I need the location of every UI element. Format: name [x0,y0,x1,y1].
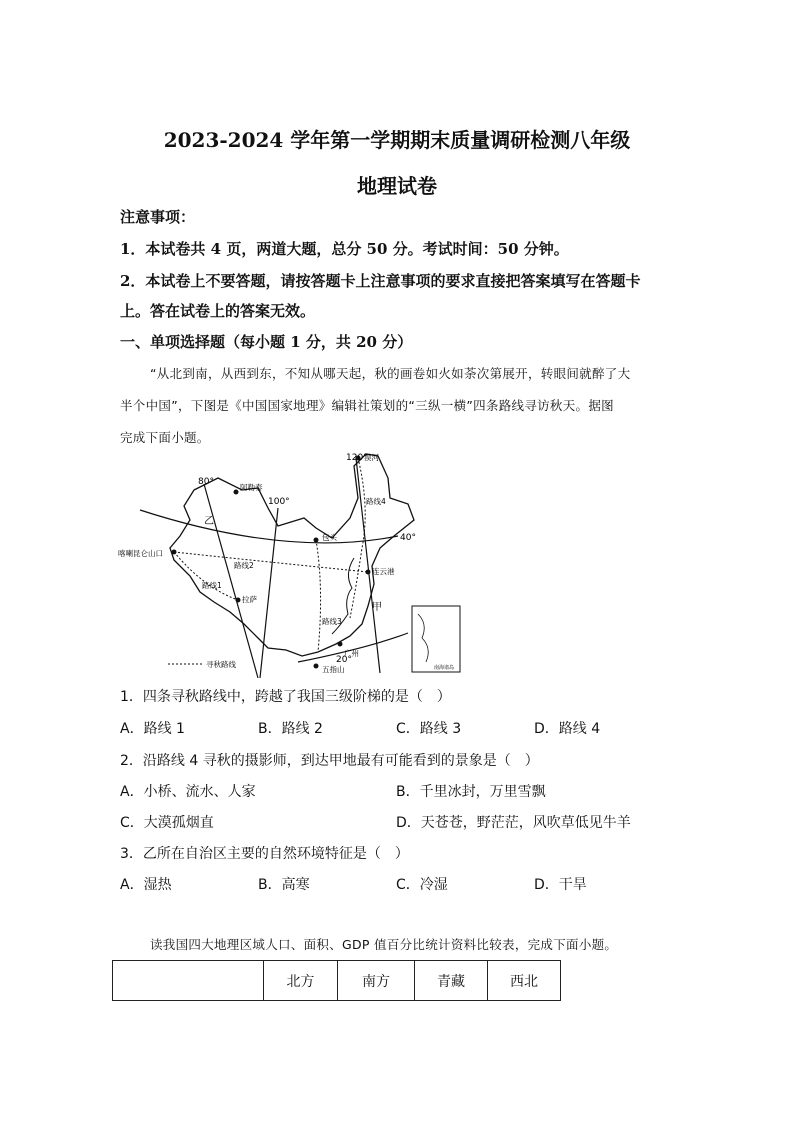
lon120-label: 120° [346,453,368,463]
guangzhou-point [338,642,343,647]
q2-option-b[interactable]: B．千里冰封，万里雪飘 [396,784,546,800]
notice-item-1: 1．本试卷共 4 页，两道大题，总分 50 分。考试时间：50 分钟。 [120,240,569,258]
baotou-point [314,538,319,543]
lat20-label: 20° [336,655,352,665]
q3-option-b[interactable]: B．高寒 [258,877,310,893]
q1-option-a[interactable]: A．路线 1 [120,721,185,737]
q1-option-b[interactable]: B．路线 2 [258,721,323,737]
q3-option-d[interactable]: D．干旱 [534,877,587,893]
q3-option-a[interactable]: A．湿热 [120,877,172,893]
lon100-label: 100° [268,497,290,507]
china-map-figure [118,448,468,678]
route-3-path [316,540,321,652]
yi-label: 乙 [204,516,214,527]
kunlun-point [172,550,177,555]
q2-option-c[interactable]: C．大漠孤烟直 [120,815,214,831]
wuzhishan-label: 五指山 [322,665,345,674]
guangzhou-label: 广州 [344,649,359,658]
exam-subtitle: 地理试卷 [357,174,437,198]
lon80-label: 80° [198,477,214,487]
inset-coastline [418,614,428,662]
table-header-row [113,961,561,1001]
question-3-stem: 3．乙所在自治区主要的自然环境特征是（ ） [120,846,409,862]
legend-label: 寻秋路线 [206,660,236,669]
table-header-south: 南方 [338,961,415,1001]
q1-option-c[interactable]: C．路线 3 [396,721,462,737]
q2-option-d[interactable]: D．天苍苍，野茫茫，风吹草低见牛羊 [396,815,631,831]
intro-line-2: 半个中国”，下图是《中国国家地理》编辑社策划的“三纵一横”四条路线寻访秋天。据图 [120,398,614,413]
section-heading: 一、单项选择题（每小题 1 分，共 20 分） [120,333,413,351]
jia-label: 甲 [372,602,382,613]
notice-heading: 注意事项： [120,208,196,226]
notice-item-2-line-1: 2．本试卷上不要答题，请按答题卡上注意事项的要求直接把答案填写在答题卡 [120,272,641,290]
inset-label: 南海诸岛 [434,665,455,671]
lianyungang-label: 连云港 [372,567,395,576]
route-4-path [350,458,365,618]
table-header-north: 北方 [264,961,338,1001]
baotou-label: 包头 [322,533,337,542]
route-1-label: 路线1 [202,581,222,590]
question-1-stem: 1．四条寻秋路线中，跨越了我国三级阶梯的是（ ） [120,689,451,705]
exam-title: 2023-2024 学年第一学期期末质量调研检测八年级 [163,128,631,152]
question-2-stem: 2．沿路线 4 寻秋的摄影师，到达甲地最有可能看到的景象是（ ） [120,753,539,769]
lianyungang-point [366,570,371,575]
route-4-label: 路线4 [366,497,386,506]
route-2-label: 路线2 [234,561,254,570]
region-stat-table [112,960,561,1001]
q1-option-d[interactable]: D．路线 4 [534,721,601,737]
table-intro: 读我国四大地理区域人口、面积、GDP 值百分比统计资料比较表，完成下面小题。 [150,937,618,952]
table-header-blank [113,961,264,1001]
intro-line-1: “从北到南，从西到东，不知从哪天起，秋的画卷如火如荼次第展开，转眼间就醉了大 [150,366,631,381]
route-1-path [174,552,238,600]
table-header-qingzang: 青藏 [415,961,488,1001]
meridian-100-line [260,508,278,678]
altay-label: 阿勒泰 [240,483,263,492]
lhasa-point [236,598,241,603]
q3-option-c[interactable]: C．冷湿 [396,877,448,893]
table-header-northwest: 西北 [488,961,561,1001]
mohe-label: 漠河 [364,453,379,462]
intro-line-3: 完成下面小题。 [120,430,210,445]
lat40-label: 40° [400,533,416,543]
wuzhishan-point [314,664,319,669]
south-china-sea-inset [412,606,460,672]
altay-point [234,490,239,495]
notice-item-2-line-2: 上。答在试卷上的答案无效。 [120,302,316,320]
route-3-label: 路线3 [322,617,342,626]
lhasa-label: 拉萨 [242,595,257,604]
q2-option-a[interactable]: A．小桥、流水、人家 [120,784,256,800]
kunlun-label: 喀喇昆仑山口 [118,549,163,558]
